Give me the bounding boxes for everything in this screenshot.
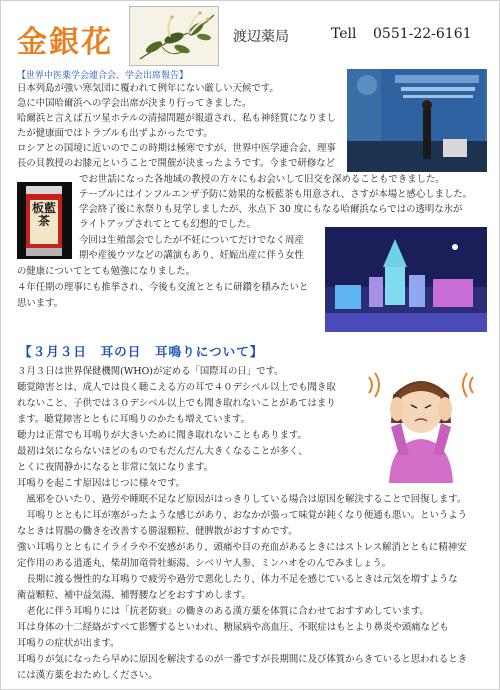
tel-number: 0551-22-6161 — [373, 26, 472, 42]
text-line: ３月３日は世界保健機関(WHO)が定める「国際耳の日」です。 — [17, 366, 284, 377]
text-line: たが健康面ではトラブルも出ずよかったです。 — [17, 128, 213, 139]
section-heading-congress: 【世界中医薬学会連合会、学会出席報告】 — [17, 71, 189, 81]
text-line: 期や産後ウツなどの講演もあり、妊娠出産に伴う女性 — [79, 250, 305, 261]
can-label: 板藍茶 — [31, 201, 56, 228]
text-line: 風邪をひいたり、過労や睡眠不足など原因がはっきりしている場合は原因を解決することで回復します。 — [17, 494, 467, 505]
text-line: の健康についてとても勉強になりました。 — [17, 266, 195, 277]
text-line: 老化に伴う耳鳴りには「抗老防衰」の働きのある漢方薬を体質に合わせておすすめしています。 — [17, 606, 429, 617]
tel-label: Tell — [331, 26, 357, 42]
woman-covering-ears-illustration — [361, 363, 481, 483]
text-line: とくに夜間静かになると非常に気になります。 — [17, 462, 214, 473]
text-line: 学会終了後に氷祭りも見学しましたが、氷点下 30 度にもなる哈爾浜ならではの透明な氷が — [79, 204, 463, 215]
text-line: ロシアとの国境に近いのでこの時期は極寒ですが、世界中医学連合会、理事 — [17, 143, 336, 154]
text-line: には漢方薬をおためしください。 — [17, 670, 158, 681]
banlancha-can-photo — [17, 182, 72, 259]
text-line: 聴力は正常でも耳鳴りが大きいために聞き取れないこともあります。 — [17, 430, 307, 441]
ice-festival-photo — [325, 227, 487, 332]
text-line: でお世話になった各地域の教授の方々にもお会いして旧交を深めることもできました。 — [79, 174, 445, 185]
section-heading-ear-day: 【３月３日 耳の日 耳鳴りについて】 — [19, 344, 264, 359]
text-line: 日本列島が強い寒気団に覆われて例年にない厳しい天候です。 — [17, 83, 279, 94]
text-line: 急に中国哈爾浜への学会出席が決まり行ってきました。 — [17, 98, 252, 109]
honeysuckle-illustration — [129, 6, 219, 66]
text-line: 定作用のある逍遙丸、柴胡加竜骨牡蛎湯、シベリヤ人参、ミンハオをのんでみましょう。 — [17, 558, 392, 569]
text-line: 耳鳴りの症状が出ます。 — [17, 638, 120, 649]
brand-title: 金銀花 — [17, 25, 113, 60]
text-line: ４年任期の理事にも推挙され、今後も交流とともに研鑽を積みたいと — [17, 282, 309, 293]
text-line: テーブルにはインフルエンザ予防に効果的な板藍茶も用意され、さすが本場と感心しました。 — [79, 189, 473, 200]
text-line: 強い耳鳴りとともにイライラや不安感があり、頭痛や目の充血があるときにはストレス解消とともに精神安 — [17, 542, 467, 553]
text-line: 耳鳴りが気になったら早めに原因を解決するのが一番ですが長期間に及び体質からきていると思われるとき — [17, 654, 468, 665]
text-line: 思います。 — [17, 298, 64, 309]
congress-photo — [347, 69, 487, 172]
pharmacy-name: 渡辺薬局 — [233, 29, 289, 45]
text-line: ます。聴覚障害とともに耳鳴りのかたも増えています。 — [17, 414, 250, 425]
text-line: ライトアップされてとても幻想的でした。 — [79, 219, 256, 230]
text-line: 衛益顆粒、補中益気湯、補腎腰などをおすすめします。 — [17, 590, 251, 601]
text-line: 長の貝教授のお膝元ということで開催が決まったようです。今まで研修など — [17, 158, 336, 169]
text-line: 最初は気にならないほどのものでもだんだん大きくなることが多く、 — [17, 446, 308, 457]
text-line: 耳鳴りを起こす原因はじつに様々です。 — [17, 478, 186, 489]
text-line: 聴覚障害とは、成人では良く聴こえる方の耳で４０デシベル以上でも聞き取 — [17, 382, 336, 393]
text-line: なときは胃腸の働きを改善する勝湿顆粒、健脾散がおすすめです。 — [17, 526, 298, 537]
text-line: 耳鳴りとともに耳が塞がったような感じがあり、おなかが張って味覚が鈍くなり便通も悪い。というよう — [17, 510, 468, 521]
text-line: 耳は身体の十二経絡がすべて影響するといわれ、糖尿病や高血圧、不眠症はもとより鼻炎や頭痛なども — [17, 622, 449, 633]
text-line: 長期に渡る慢性的な耳鳴りで疲労や過労で悪化したり、体力不足を感じているときは元気を増すような — [17, 574, 458, 585]
text-line: れないこと、子供では３０デシベル以上でも聞き取れないことがあてはまり — [17, 398, 336, 409]
text-line: 今回は生殖部会でしたが不妊についてだけでなく周産 — [79, 235, 304, 246]
text-line: 哈爾浜と言えば五ツ星ホテルの清掃問題が報道され、私も神経質になりまし — [17, 113, 336, 124]
